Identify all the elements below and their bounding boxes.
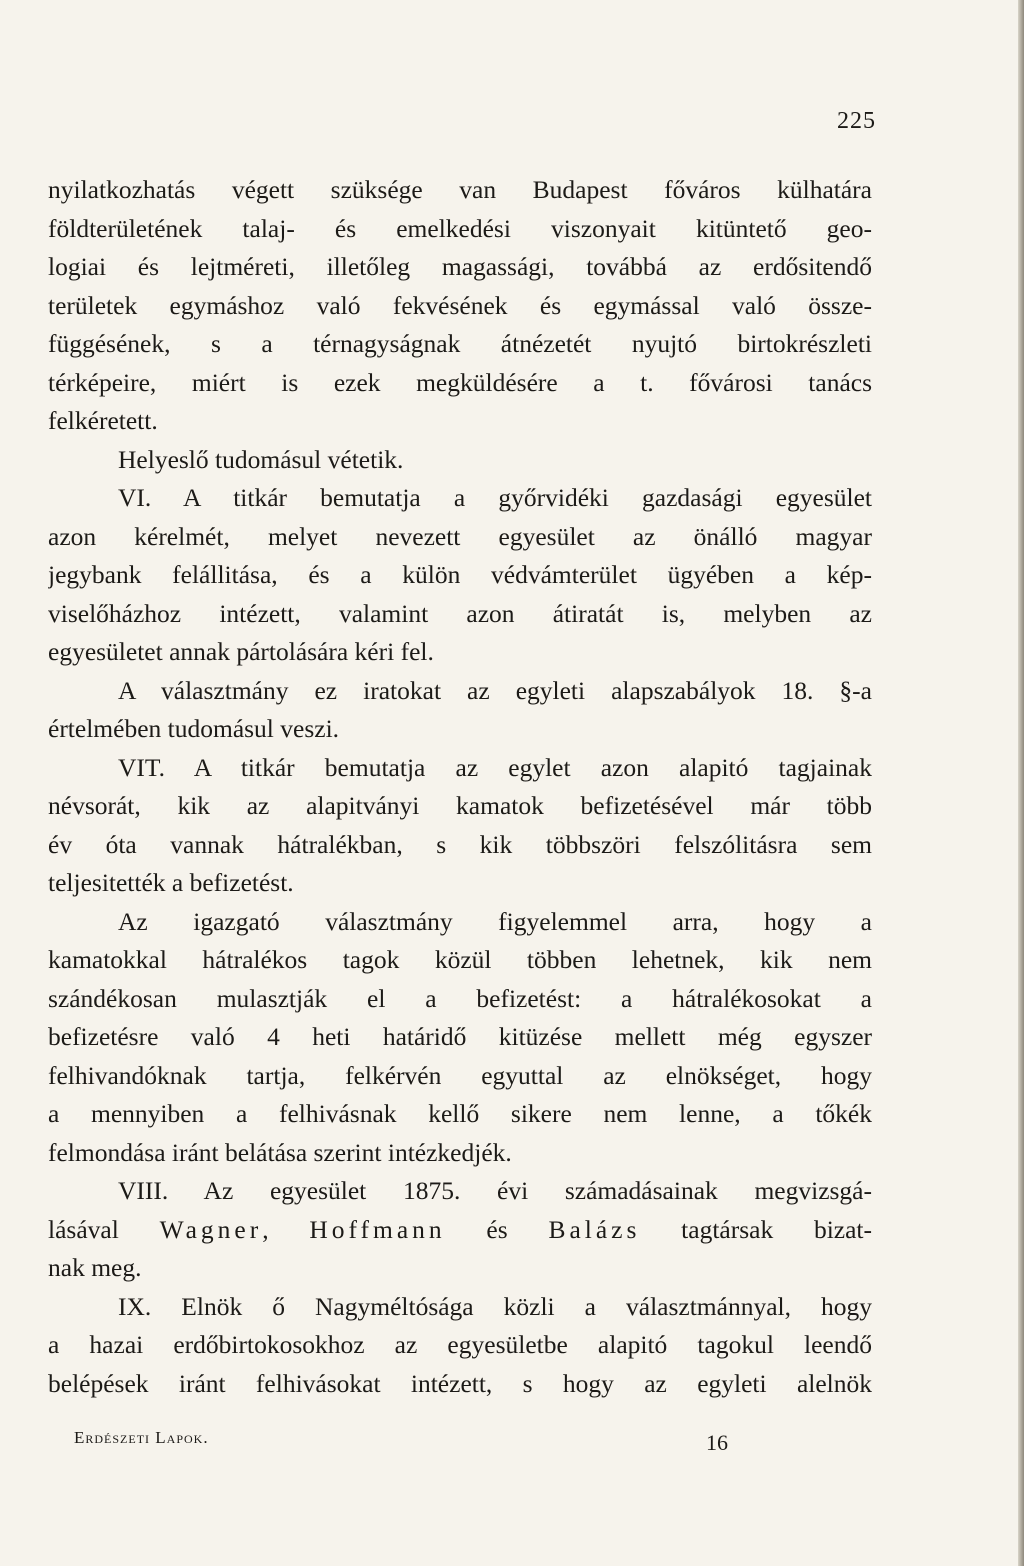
text-line: IX. Elnök ő Nagyméltósága közli a választmánnyal, hogy: [118, 1291, 872, 1321]
text-line: térképeire, miért is ezek megküldésére a t. fővárosi tanács: [48, 367, 872, 397]
text-run: lásával: [48, 1214, 119, 1244]
text-joiner: ,: [262, 1214, 310, 1244]
text-line: A választmány ez iratokat az egyleti alapszabályok 18. §-a: [118, 675, 872, 705]
page-footer: [74, 1428, 874, 1468]
text-line: a mennyiben a felhivásnak kellő sikere nem lenne, a tőkék: [48, 1099, 872, 1128]
text-line: felmondása iránt belátása szerint intézkedjék.: [48, 1137, 512, 1167]
text-line: Helyeslő tudomásul vétetik.: [118, 444, 404, 474]
text-line: függésének, s a térnagyságnak átnézetét nyujtó birtokrészleti: [48, 329, 872, 358]
spaced-name: Balázs: [548, 1214, 641, 1244]
text-line: VIII. Az egyesület 1875. évi számadásainak megvizsgá-: [118, 1176, 872, 1205]
text-line: felhivandóknak tartja, felkérvén egyuttal az elnökséget, hogy: [48, 1060, 872, 1090]
text-line: szándékosan mulasztják el a befizetést: a hátralékosokat a: [48, 983, 872, 1013]
text-line: befizetésre való 4 heti határidő kitüzése mellett még egyszer: [48, 1022, 872, 1051]
page-edge-shadow: [1018, 0, 1024, 1566]
text-line: év óta vannak hátralékban, s kik többszöri felszólitásra sem: [48, 829, 872, 859]
footer-signature-number: 16: [706, 1430, 728, 1455]
body-text: [48, 171, 872, 1403]
page-number: 225: [837, 108, 876, 134]
spaced-name: Wagner: [159, 1214, 263, 1244]
text-line: egyesületet annak pártolására kéri fel.: [48, 637, 434, 666]
text-line: területek egymáshoz való fekvésének és egymással való össze-: [48, 290, 872, 320]
text-run: tagtársak bizat-: [681, 1214, 872, 1244]
text-line: VI. A titkár bemutatja a győrvidéki gazdasági egyesület: [118, 483, 872, 512]
text-line: a hazai erdőbirtokosokhoz az egyesületbe alapitó tagokul leendő: [48, 1330, 872, 1359]
text-joiner: [640, 1215, 681, 1244]
footer-journal-title: Erdészeti Lapok.: [74, 1428, 209, 1447]
text-line: VIT. A titkár bemutatja az egylet azon alapitó tagjainak: [118, 752, 872, 782]
text-line: logiai és lejtméreti, illetőleg magassági, továbbá az erdősitendő: [48, 252, 872, 281]
text-line: belépések iránt felhivásokat intézett, s hogy az egyleti alelnök: [48, 1368, 872, 1398]
text-line: viselőházhoz intézett, valamint azon átiratát is, melyben az: [48, 598, 872, 628]
text-line: névsorát, kik az alapitványi kamatok befizetésével már több: [48, 791, 872, 820]
text-line: földterületének talaj- és emelkedési viszonyait kitüntető geo-: [48, 213, 872, 243]
text-line: nak meg.: [48, 1253, 142, 1282]
text-line: jegybank felállitása, és a külön védvámterület ügyében a kép-: [48, 560, 872, 589]
text-line: Az igazgató választmány figyelemmel arra, hogy a: [118, 906, 872, 936]
text-line: kamatokkal hátralékos tagok közül többen lehetnek, kik nem: [48, 945, 872, 974]
text-line: teljesitették a befizetést.: [48, 868, 294, 897]
text-line: azon kérelmét, melyet nevezett egyesület az önálló magyar: [48, 521, 872, 551]
text-line: értelmében tudomásul veszi.: [48, 714, 340, 743]
text-line: felkéretett.: [48, 406, 158, 435]
text-line: [48, 1211, 872, 1250]
text-line: nyilatkozhatás végett szüksége van Budapest főváros külhatára: [48, 175, 872, 204]
spaced-name: Hoffmann: [309, 1214, 446, 1244]
text-joiner: és: [445, 1214, 549, 1244]
